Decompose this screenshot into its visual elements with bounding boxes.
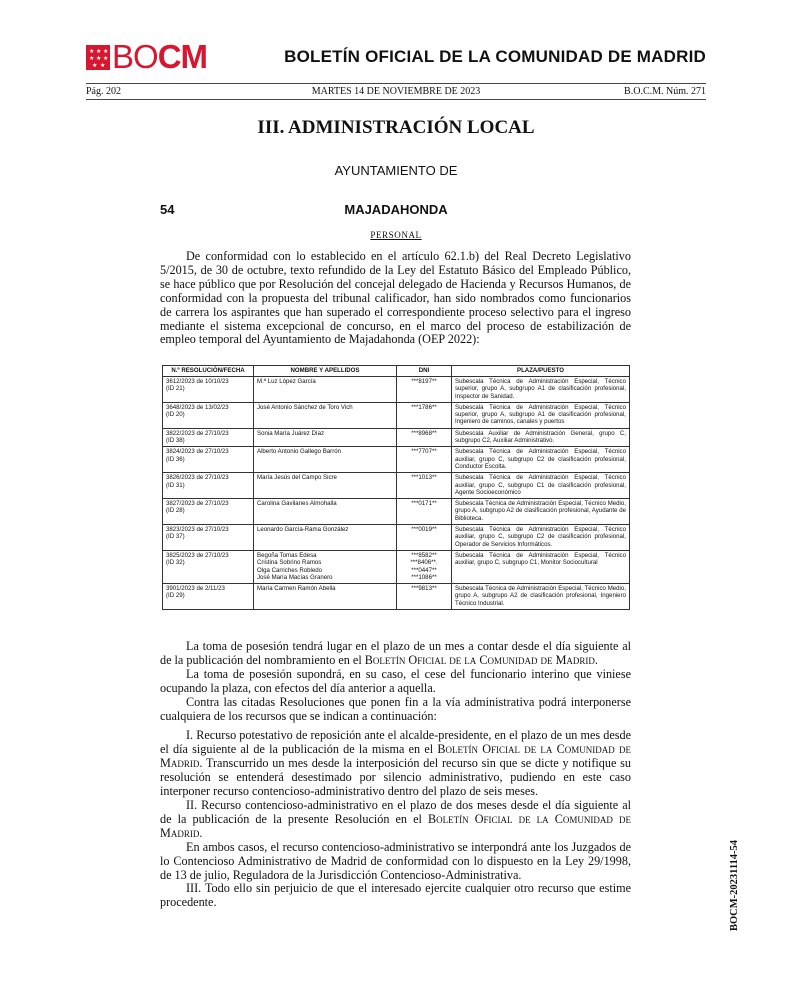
paragraph-cese: La toma de posesión supondrá, en su caso, el cese del funcionario interino que viniese ocupando la plaza, con efectos del día anterior a aquella. — [160, 666, 631, 695]
cell-position: Subescala Técnica de Administración Especial, Técnico superior, grupo A, subgrupo A1 de clasificación profesional, Ingeniero de caminos, canales y puertos — [452, 402, 630, 428]
cell-dni: ***1013** — [397, 473, 452, 499]
issue-number: B.O.C.M. Núm. 271 — [624, 86, 706, 97]
cell-position: Subescala Técnica de Administración Especial, Técnico auxiliar, grupo C, subgrupo C1, Monitor Sociocultural — [452, 550, 630, 583]
appointments-table — [162, 365, 630, 610]
resolution-id: (ID 20) — [166, 411, 185, 419]
resolution-number: 3901/2023 de 2/11/23 — [166, 585, 225, 593]
logo-wordmark — [112, 38, 208, 75]
cell-position: Subescala Técnica de Administración Especial, Técnico auxiliar, grupo C, subgrupo C2 de clasificación profesional, Conductor Escolta. — [452, 447, 630, 473]
cell-name: José Antonio Sánchez de Toro Vich — [254, 402, 397, 428]
header-divider-bottom — [86, 99, 706, 100]
cell-position: Subescala Técnica de Administración Especial, Técnico auxiliar, grupo C, subgrupo C1 de clasificación profesional, Agente Socioeconómico — [452, 473, 630, 499]
cell-name: Leonardo García-Rama González — [254, 525, 397, 551]
cell-resolution — [163, 377, 254, 403]
cell-position: Subescala Técnica de Administración Especial, Técnico superior, grupo A, subgrupo A1 de clasificación profesional, Inspector de Sanidad. — [452, 377, 630, 403]
cell-name: Begoña Tomas Edesa Cristina Sobrino Ramos Olga Carriches Robledo José María Macías Granero — [254, 550, 397, 583]
cell-dni: ***0019** — [397, 525, 452, 551]
cell-resolution — [163, 550, 254, 583]
cell-dni: ***0171** — [397, 499, 452, 525]
resolution-id: (ID 21) — [166, 385, 185, 393]
paragraph-recursos-intro: Contra las citadas Resoluciones que ponen fin a la vía administrativa podrá interponerse cualquiera de los recursos que se indican a continuación: — [160, 694, 631, 723]
announcement-number: 54 — [160, 202, 175, 217]
table-row — [163, 428, 630, 447]
gazette-title: BOLETÍN OFICIAL DE LA COMUNIDAD DE MADRID — [284, 47, 706, 66]
resolution-number: 3826/2023 de 27/10/23 — [166, 474, 229, 482]
body-block — [160, 640, 631, 910]
cell-name: Alberto Antonio Gallego Barrón — [254, 447, 397, 473]
cell-resolution — [163, 428, 254, 447]
subject-heading: PERSONAL — [370, 230, 422, 240]
section-title: III. ADMINISTRACIÓN LOCAL — [257, 117, 535, 138]
cell-dni: ***7707** — [397, 447, 452, 473]
cell-name: María Carmen Ramón Abella — [254, 584, 397, 610]
paragraph-otros-recursos: III. Todo ello sin perjuicio de que el interesado ejercite cualquier otro recurso que estime procedente. — [160, 881, 631, 910]
issue-date: MARTES 14 DE NOVIEMBRE DE 2023 — [311, 86, 481, 97]
logo-text-bold: CM — [157, 38, 208, 75]
col-header-resolution: N.º RESOLUCIÓN/FECHA — [163, 366, 254, 377]
cell-name: M.ª Luz López García — [254, 377, 397, 403]
cell-name: María Jesús del Campo Sicre — [254, 473, 397, 499]
col-header-position: PLAZA/PUESTO — [452, 366, 630, 377]
resolution-number: 3648/2023 de 13/02/23 — [166, 403, 229, 411]
intro-block — [160, 250, 631, 347]
table-row — [163, 473, 630, 499]
table-row — [163, 499, 630, 525]
table-row — [163, 525, 630, 551]
intro-paragraph: De conformidad con lo establecido en el artículo 62.1.b) del Real Decreto Legislativo 5/2015, de 30 de octubre, texto refundido de la Ley del Estatuto Básico del Empleado Público, se hace público que por Resolución del concejal delegado de Hacienda y Recursos Humanos, de conformidad con la propuesta del tribunal calificador, han sido nombrados como funcionarios de carrera los aspirantes que han superado el correspondiente proceso selectivo para el ingreso mediante el sistema excepcional de concurso, en el marco del proceso de estabilización de empleo temporal del Ayuntamiento de Majadahonda (OEP 2022): — [160, 249, 631, 347]
resolution-id: (ID 29) — [166, 592, 185, 600]
logo-text-regular: BO — [112, 38, 158, 75]
table-row — [163, 377, 630, 403]
cell-dni: ***8197** — [397, 377, 452, 403]
paragraph-juzgados: En ambos casos, el recurso contencioso-administrativo se interpondrá ante los Juzgados de lo Contencioso Administrativo de Madrid de conformidad con lo dispuesto en la Ley 29/1998, de 13 de julio, Reguladora de la Jurisdicción Contencioso-Administrativa. — [160, 839, 631, 882]
bocm-logo — [86, 38, 208, 75]
cell-dni: ***1786** — [397, 402, 452, 428]
resolution-id: (ID 32) — [166, 559, 185, 567]
cell-position: Subescala Técnica de Administración Especial, Técnico auxiliar, grupo C, subgrupo C2 de clasificación profesional, Operador de Servicios Informáticos. — [452, 525, 630, 551]
cell-dni: ***8582** ***8406**. ***0447** ***1086** — [397, 550, 452, 583]
cell-dni: ***9813** — [397, 584, 452, 610]
cell-dni: ***8968** — [397, 428, 452, 447]
header-meta-line — [86, 86, 706, 98]
paragraph-recurso-contencioso: II. Recurso contencioso-administrativo en el plazo de dos meses desde el día siguiente al de la publicación de la presente Resolución en el Boletín Oficial de la Comunidad de Madrid. — [160, 797, 631, 840]
cell-resolution — [163, 402, 254, 428]
resolution-number: 3827/2023 de 27/10/23 — [166, 500, 229, 508]
table-row — [163, 550, 630, 583]
table-row — [163, 584, 630, 610]
col-header-name: NOMBRE Y APELLIDOS — [254, 366, 397, 377]
cell-resolution — [163, 473, 254, 499]
resolution-id: (ID 37) — [166, 533, 185, 541]
cell-position: Subescala Técnica de Administración Especial, Técnico Medio, grupo A, subgrupo A2 de clasificación profesional, Ayudante de Biblioteca. — [452, 499, 630, 525]
cell-resolution — [163, 525, 254, 551]
paragraph-toma-posesion: La toma de posesión tendrá lugar en el plazo de un mes a contar desde el día siguiente al de la publicación del nombramiento en el Boletín Oficial de la Comunidad de Madrid. — [160, 639, 631, 667]
resolution-number: 3823/2023 de 27/10/23 — [166, 526, 229, 534]
cell-resolution — [163, 447, 254, 473]
resolution-id: (ID 38) — [166, 437, 185, 445]
cell-name: Carolina Gavilanes Almohalla — [254, 499, 397, 525]
resolution-number: 3825/2023 de 27/10/23 — [166, 551, 229, 559]
entity-name: MAJADAHONDA — [344, 202, 448, 217]
paragraph-recurso-reposicion: I. Recurso potestativo de reposición ante el alcalde-presidente, en el plazo de un mes desde el día siguiente al de la publicación de la misma en el Boletín Oficial de la Comunidad de Madrid. Transcurrido un mes desde la interposición del recurso sin que se dicte y notifique su resolución se entenderá desestimado por silencio administrativo, pudiendo en este caso interponer recurso contencioso-administrativo dentro del plazo de seis meses. — [160, 728, 631, 799]
col-header-dni: DNI — [397, 366, 452, 377]
entity-type: AYUNTAMIENTO DE — [334, 163, 458, 178]
madrid-stars-icon: ★ ★ ★ ★ ★ ★ ★ ★ — [86, 45, 110, 70]
page-number: Pág. 202 — [86, 86, 121, 97]
cell-resolution — [163, 584, 254, 610]
table-row — [163, 402, 630, 428]
resolution-number: 3824/2023 de 27/10/23 — [166, 448, 229, 456]
cell-name: Sonia María Juárez Díaz — [254, 428, 397, 447]
cell-resolution — [163, 499, 254, 525]
table-header-row — [163, 366, 630, 377]
header-divider-top — [86, 83, 706, 84]
table-body — [163, 377, 630, 610]
cell-position: Subescala Auxiliar de Administración General, grupo C, subgrupo C2, Auxiliar Administrativo. — [452, 428, 630, 447]
resolution-id: (ID 28) — [166, 507, 185, 515]
table-row — [163, 447, 630, 473]
resolution-number: 3822/2023 de 27/10/23 — [166, 429, 229, 437]
resolution-number: 3612/2023 de 10/10/23 — [166, 378, 229, 385]
resolution-id: (ID 31) — [166, 481, 185, 489]
resolution-id: (ID 36) — [166, 455, 185, 463]
cell-position: Subescala Técnica de Administración Especial, Técnico Medio, grupo A, subgrupo A2 de clasificación profesional, Ingeniero Técnico Industrial. — [452, 584, 630, 610]
